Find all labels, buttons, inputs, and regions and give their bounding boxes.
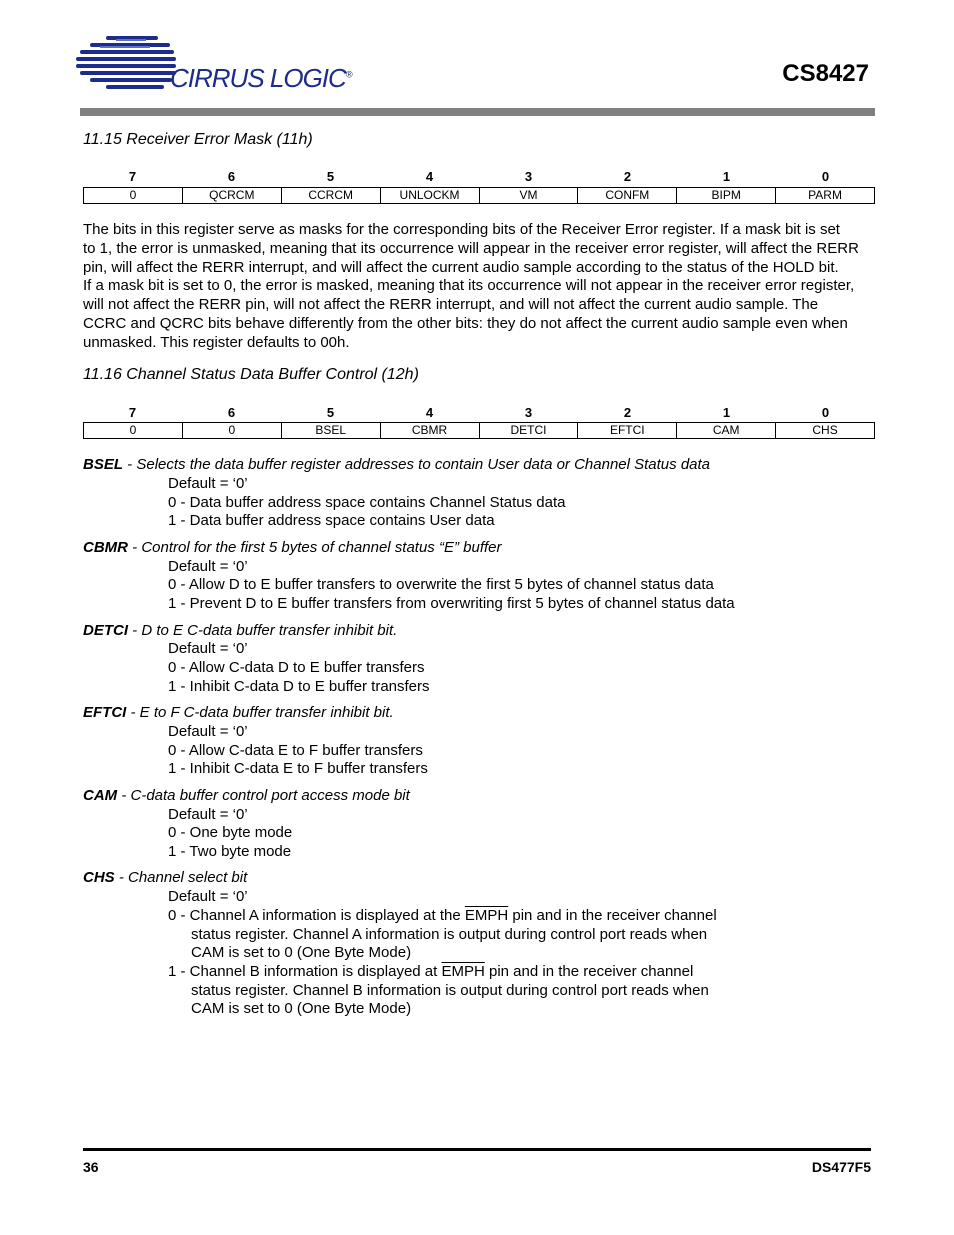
detci-default: Default = ‘0’ [168,640,248,657]
bit-field-cell: QCRCM [182,188,281,203]
chs-option-0-continued: status register. Channel A information is output during control port reads when [191,926,708,943]
paragraph-line: pin, will affect the RERR interrupt, and will affect the current audio sample according to the status of the HOLD bit. [83,258,839,276]
detci-option-1: 1 - Inhibit C-data D to E buffer transfers [168,678,430,695]
logo-wordmark: CIRRUS LOGIC® [170,63,352,93]
bit-number: 1 [722,169,731,184]
paragraph-line: If a mask bit is set to 0, the error is masked, meaning that its occurrence will not appear in the receiver error register, [83,277,855,295]
page-number: 36 [83,1159,99,1175]
cam-option-0: 0 - One byte mode [168,824,293,841]
eftci-default: Default = ‘0’ [168,723,248,740]
section-heading-11-15: 11.15 Receiver Error Mask (11h) [83,131,313,148]
bit-number: 4 [425,169,434,184]
section-11-15-paragraph [83,221,875,353]
bit-number: 2 [623,405,632,420]
chs-option-0-continued: CAM is set to 0 (One Byte Mode) [191,944,412,961]
detci-option-0: 0 - Allow C-data D to E buffer transfers [168,659,425,676]
part-number: CS8427 [782,60,869,87]
bit-field-cell: 0 [129,188,137,202]
bit-field-row [83,187,875,204]
footer-rule [83,1148,871,1151]
bit-number: 0 [821,169,830,184]
paragraph-line: will not affect the RERR pin, will not affect the RERR interrupt, and will not affect the current audio sample. The [83,296,819,314]
bit-number: 1 [722,405,731,420]
bit-field-cell: CHS [775,423,874,438]
eftci-option-1: 1 - Inhibit C-data E to F buffer transfers [168,760,428,777]
bit-number: 4 [425,405,434,420]
cam-option-1: 1 - Two byte mode [168,843,292,860]
cbmr-option-1: 1 - Prevent D to E buffer transfers from overwriting first 5 bytes of channel status data [168,595,735,612]
bit-field-cell: CBMR [380,423,479,438]
eftci-option-0: 0 - Allow C-data E to F buffer transfers [168,742,423,759]
emph-signal-name: EMPH [464,907,509,924]
chs-option-0: 0 - Channel A information is displayed at the EMPH pin and in the receiver channel [168,907,717,924]
bit-field-cell: EFTCI [577,423,676,438]
bit-field-cell: 0 [182,423,281,438]
bit-number: 6 [227,405,236,420]
cam-definition-title: CAM - C-data buffer control port access mode bit [83,787,410,804]
cbmr-option-0: 0 - Allow D to E buffer transfers to overwrite the first 5 bytes of channel status data [168,576,714,593]
chs-definition-title: CHS - Channel select bit [83,869,248,886]
bit-number: 5 [326,405,335,420]
paragraph-line: to 1, the error is unmasked, meaning that its occurrence will appear in the receiver error register, will affect the RERR [83,239,859,257]
bit-field-cell: UNLOCKM [380,188,479,203]
bsel-definition-title: BSEL - Selects the data buffer register addresses to contain User data or Channel Status data [83,456,711,473]
chs-option-1: 1 - Channel B information is displayed at EMPH pin and in the receiver channel [168,963,694,980]
paragraph-line: CCRC and QCRC bits behave differently from the other bits: they do not affect the current audio sample even when [83,314,848,332]
bit-number-row [83,169,875,185]
bit-number: 5 [326,169,335,184]
eftci-definition-title: EFTCI - E to F C-data buffer transfer inhibit bit. [83,704,394,721]
detci-definition-title: DETCI - D to E C-data buffer transfer inhibit bit. [83,622,398,639]
register-table-11h [83,169,875,204]
cam-default: Default = ‘0’ [168,806,248,823]
bit-number: 0 [821,405,830,420]
bit-number: 3 [524,169,533,184]
bit-number: 2 [623,169,632,184]
bit-number-row [83,405,875,421]
register-table-12h [83,405,875,439]
bsel-option-0: 0 - Data buffer address space contains Channel Status data [168,494,566,511]
bit-field-cell: CONFM [577,188,676,203]
bit-field-row [83,422,875,439]
bit-field-cell: DETCI [479,423,578,438]
bit-field-cell: PARM [775,188,874,203]
bit-number: 6 [227,169,236,184]
cbmr-default: Default = ‘0’ [168,558,248,575]
header-rule [80,108,875,116]
chs-option-1-continued: CAM is set to 0 (One Byte Mode) [191,1000,412,1017]
paragraph-line: The bits in this register serve as masks for the corresponding bits of the Receiver Error register. If a mask bit is set [83,221,840,238]
emph-signal-name: EMPH [441,963,485,980]
cbmr-definition-title: CBMR - Control for the first 5 bytes of channel status “E” buffer [83,539,502,556]
bit-number: 7 [128,169,137,184]
bit-number: 7 [128,405,137,420]
chs-option-1-continued: status register. Channel B information is output during control port reads when [191,982,709,999]
paragraph-line: unmasked. This register defaults to 00h. [83,333,350,351]
bsel-option-1: 1 - Data buffer address space contains User data [168,512,495,529]
bit-field-cell: 0 [129,423,137,437]
bit-number: 3 [524,405,533,420]
bit-field-cell: CCRCM [281,188,380,203]
bit-field-cell: BSEL [281,423,380,438]
bit-field-cell: BIPM [676,188,775,203]
section-heading-11-16: 11.16 Channel Status Data Buffer Control (12h) [83,366,419,383]
bit-field-cell: CAM [676,423,775,438]
bit-field-cell: VM [479,188,578,203]
bsel-default: Default = ‘0’ [168,475,248,492]
document-id: DS477F5 [811,1159,871,1175]
chs-default: Default = ‘0’ [168,888,248,905]
